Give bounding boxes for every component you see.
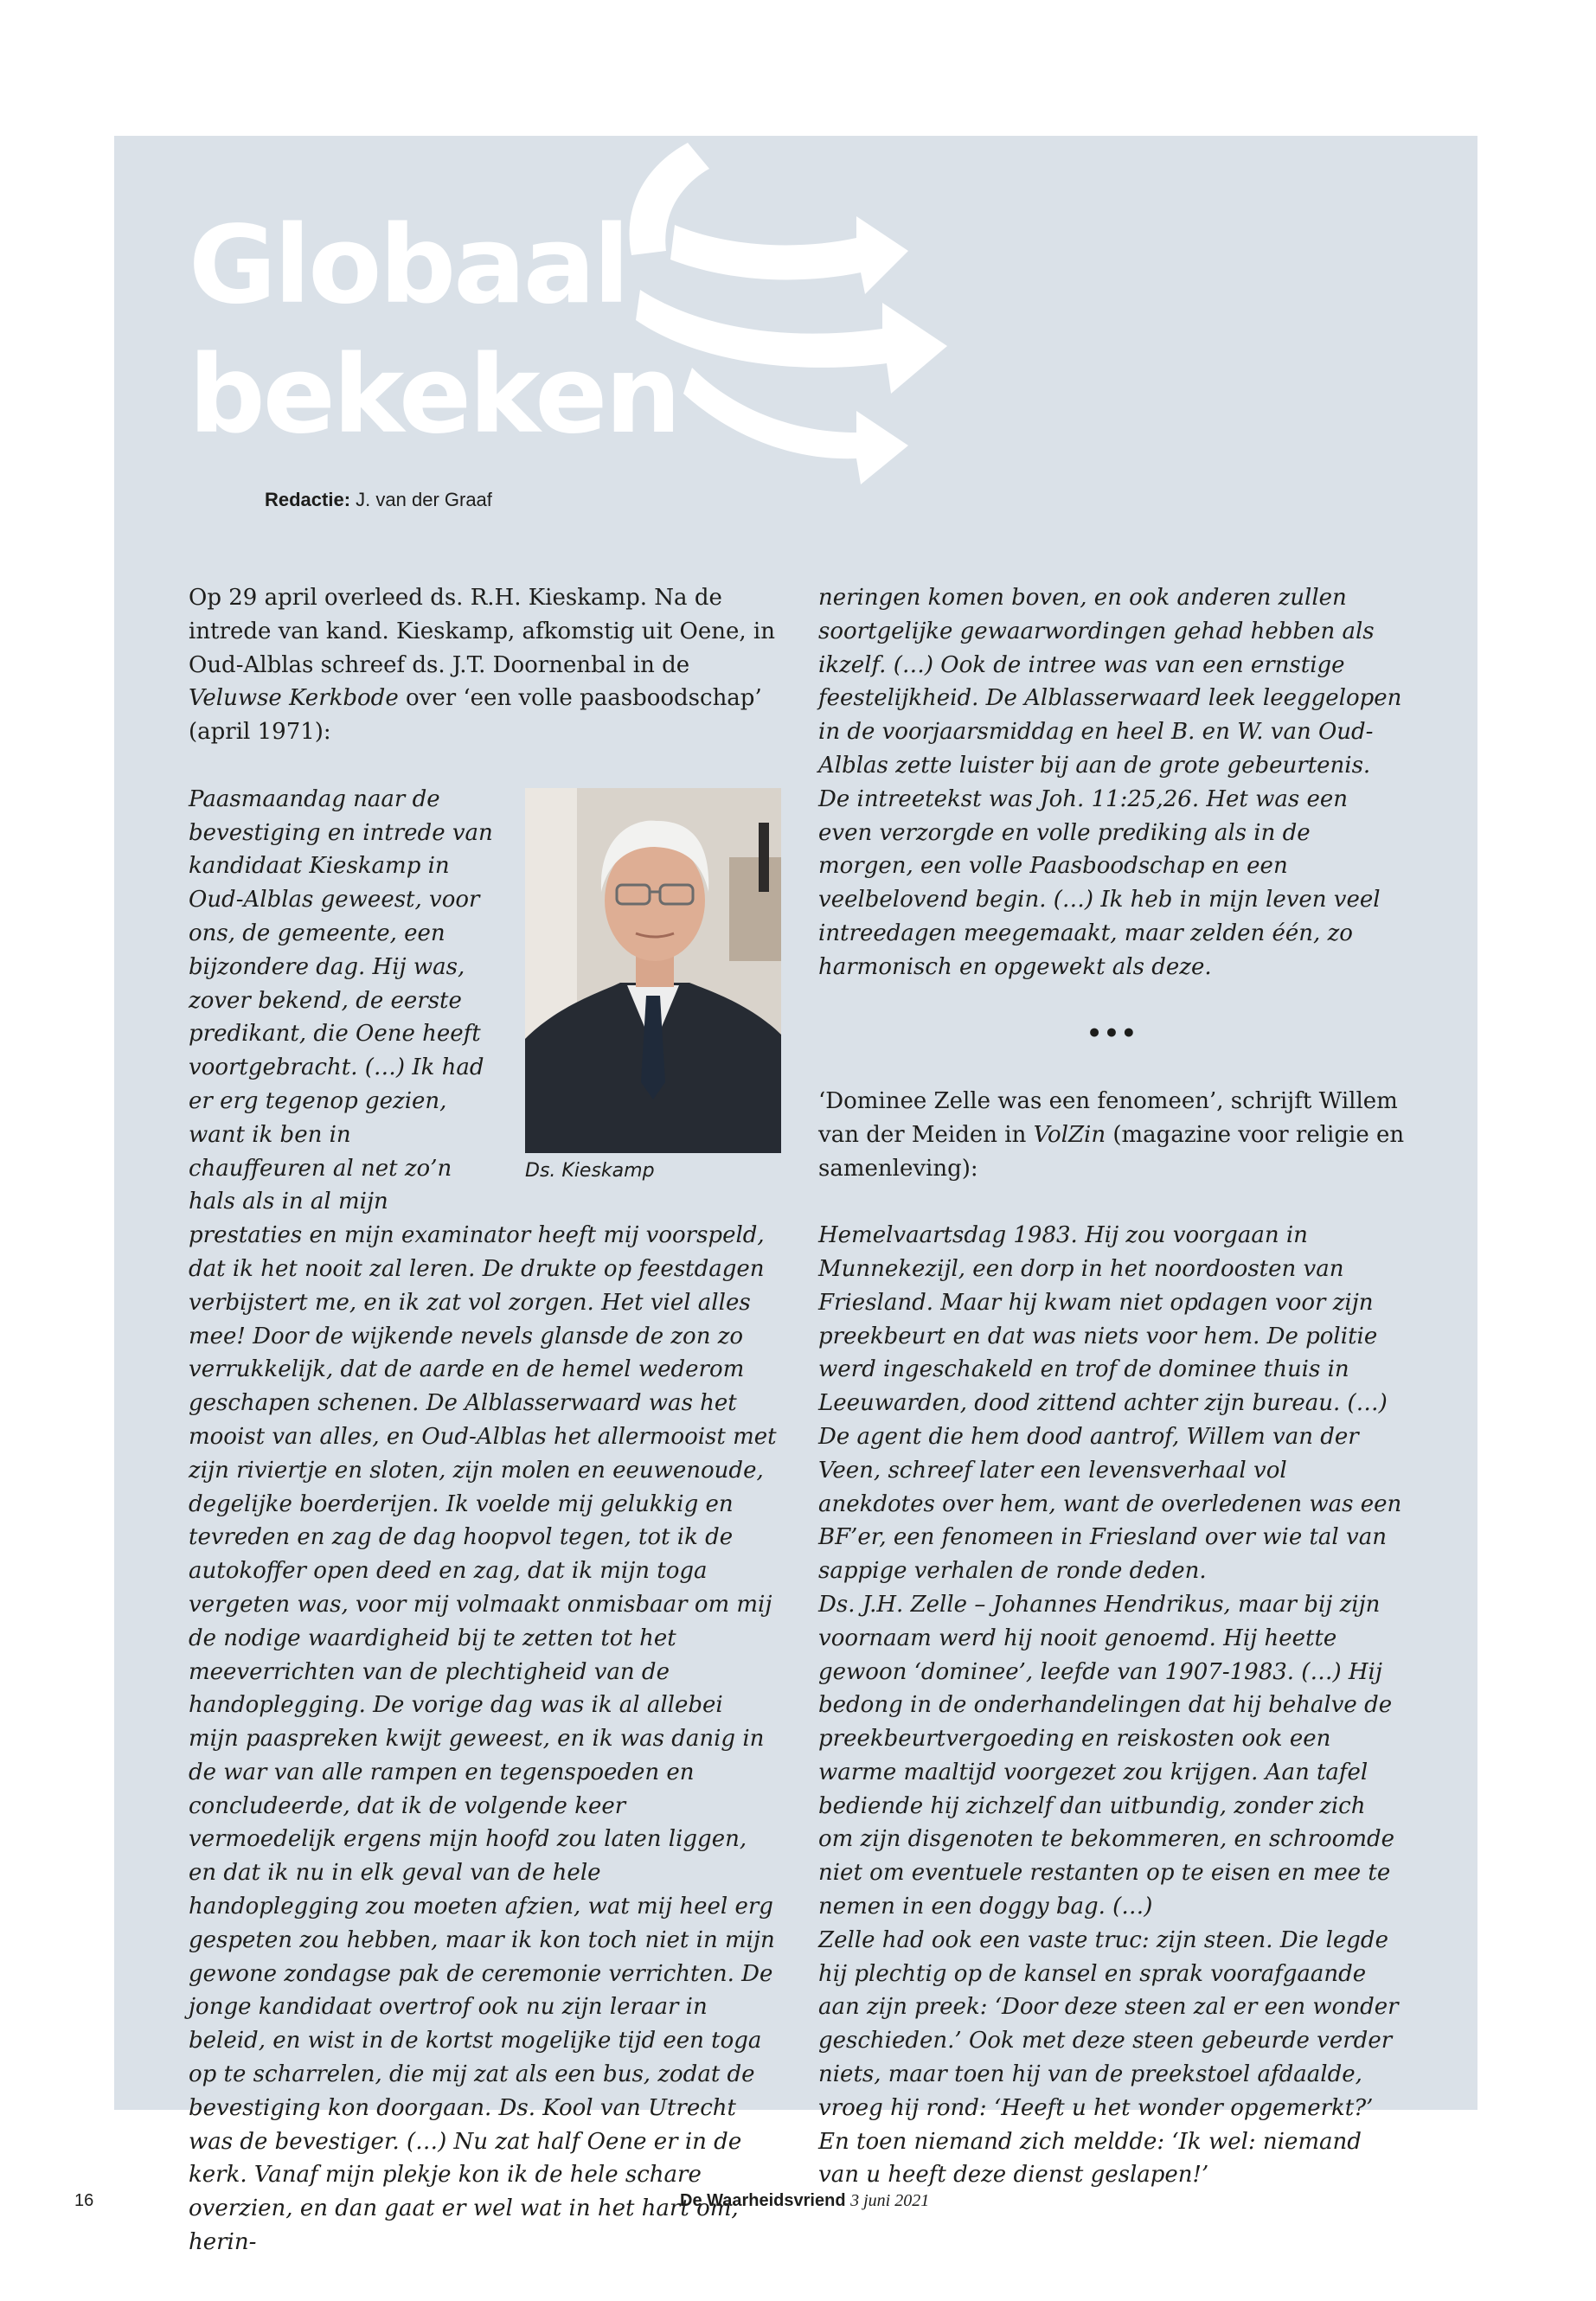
spacer — [189, 749, 777, 783]
intro-paragraph — [189, 581, 777, 749]
page-title — [189, 201, 679, 460]
portrait-caption: Ds. Kieskamp — [525, 1159, 655, 1182]
editor-label: Redactie: — [265, 489, 351, 510]
second-intro-source: VolZin — [1033, 1121, 1106, 1148]
second-intro-text-b: (magazine voor religie en samenleving): — [818, 1121, 1405, 1182]
intro-text-b: over ‘een volle paasboodschap’ (april 1971): — [189, 685, 762, 746]
editor-credit — [265, 489, 492, 511]
quote-paragraph — [189, 783, 777, 2259]
column-left — [189, 581, 777, 2259]
second-quote-p3: Ds. J.H. Zelle – Johannes Hendrikus, maar bij zijn voornaam werd hij nooit genoemd. Hij heette gewoon ‘dominee’, leefde van 1907-1983. (…) Hij bedong in de onderhandelingen dat hij behalve de preekbeurtvergoeding en reiskosten ook een warme maaltijd voorgezet zou krijgen. Aan tafel bediende hij zichzelf dan uitbundig, zonder zich om zijn disgenoten te bekommeren, en schroomde niet om eventuele restanten op te eisen en mee te nemen in een doggy bag. (…) — [818, 1591, 1395, 1920]
column-right — [818, 581, 1407, 2192]
second-quote-p2: De agent die hem dood aantrof, Willem van der Veen, schreef later een levensverhaal vol anekdotes over hem, want de overledenen was een BF’er, een fenomeen in Friesland over wie tal van sappige verhalen de ronde deden. — [818, 1423, 1402, 1585]
second-quote-p4: Zelle had ook een vaste truc: zijn steen. Die legde hij plechtig op de kansel en sprak voorafgaande aan zijn preek: ‘Door deze steen zal er een wonder geschieden.’ Ook met deze steen gebeurde verder niets, maar toen hij van de preekstoel afdaalde, vroeg hij rond: ‘Heeft u het wonder opgemerkt?’ En toen niemand zich meldde: ‘Ik wel: niemand van u heeft deze dienst geslapen!’ — [818, 1926, 1399, 2189]
title-line-1: Globaal — [189, 203, 628, 328]
intro-text-a: Op 29 april overleed ds. R.H. Kieskamp. Na de intrede van kand. Kieskamp, afkomstig uit Oene, in Oud-Alblas schreef ds. J.T. Doornenbal in de — [189, 585, 775, 678]
spacer — [818, 1051, 1407, 1085]
second-intro-text-a: ‘Dominee Zelle was een fenomeen’, schrijft Willem van der Meiden in — [818, 1087, 1398, 1148]
publication-name: De Waarheidsvriend — [680, 2191, 846, 2210]
publication-line — [680, 2191, 929, 2211]
editor-name: J. van der Graaf — [350, 489, 492, 510]
title-line-2: bekeken — [189, 333, 679, 458]
portrait-photo — [525, 788, 781, 1153]
quote-continued: neringen komen boven, en ook anderen zullen soortgelijke gewaarwordingen gehad hebben als ikzelf. (…) Ook de intree was van een ernstige feestelijkheid. De Alblasserwaard leek leeggelopen in de voorjaarsmiddag en heel B. en W. van Oud-Alblas zette luister bij aan de grote gebeurtenis. De intreetekst was Joh. 11:25,26. Het was een even verzorgde en volle prediking als in de morgen, een volle Paasboodschap en een veelbelovend begin. (…) Ik heb in mijn leven veel intreedagen meegemaakt, maar zelden één, zo harmonisch en opgewekt als deze. — [818, 585, 1402, 980]
section-separator: ••• — [1086, 1019, 1138, 1048]
second-quote-p1: Hemelvaartsdag 1983. Hij zou voorgaan in Munnekezijl, een dorp in het noordoosten van Friesland. Maar hij kwam niet opdagen voor zijn preekbeurt en dat was niets voor hem. De politie werd ingeschakeld en trof de dominee thuis in Leeuwarden, dood zittend achter zijn bureau. (…) — [818, 1222, 1388, 1417]
page-number: 16 — [74, 2191, 94, 2210]
quote-text: Paasmaandag naar de bevestiging en intrede van kandidaat Kieskamp in Oud-Alblas geweest, voor ons, de gemeente, een bijzondere dag. Hij was, zover bekend, de eerste predikant, die Oene heeft voortgebracht. (…) Ik had er erg tegenop gezien, want ik ben in chauffeuren al net zo’n hals als in al mijn prestaties en mijn examinator heeft mij voorspeld, dat ik het nooit zal leren. De drukte op feestdagen verbijstert me, en ik zat vol zorgen. Het viel alles mee! Door de wijkende nevels glansde de zon zo verrukkelijk, dat de aarde en de hemel wederom geschapen schenen. De Alblasserwaard was het mooist van alles, en Oud-Alblas het allermooist met zijn riviertje en sloten, zijn molen en eeuwenoude, degelijke boerderijen. Ik voelde mij gelukkig en tevreden en zag de dag hoopvol tegen, tot ik de autokoffer open deed en zag, dat ik mijn toga vergeten was, voor mij volmaakt onmisbaar om mij de nodige waardigheid bij te zetten tot het meeverrichten van de plechtigheid van de handoplegging. De vorige dag was ik al allebei mijn paaspreken kwijt geweest, en ik was danig in de war van alle rampen en tegenspoeden en concludeerde, dat ik de volgende keer vermoedelijk ergens mijn hoofd zou laten liggen, en dat ik nu in elk geval van de hele handoplegging zou moeten afzien, wat mij heel erg gespeten zou hebben, maar ik kon toch niet in mijn gewone zondagse pak de ceremonie verrichten. De jonge kandidaat overtrof ook nu zijn leraar in beleid, en wist in de kortst mogelijke tijd een toga op te scharrelen, die mij zat als een bus, zodat de bevestiging kon doorgaan. Ds. Kool van Utrecht was de bevestiger. (…) Nu zat half Oene er in de kerk. Vanaf mijn plekje kon ik de hele schare overzien, en dan gaat er wel wat in het hart om, herin- — [189, 785, 777, 2256]
spacer — [818, 984, 1407, 1018]
portrait-figure — [525, 788, 781, 1187]
second-intro-paragraph — [818, 1085, 1407, 1185]
publication-date: 3 juni 2021 — [850, 2191, 930, 2210]
spacer — [818, 1185, 1407, 1219]
intro-source: Veluwse Kerkbode — [189, 685, 399, 712]
